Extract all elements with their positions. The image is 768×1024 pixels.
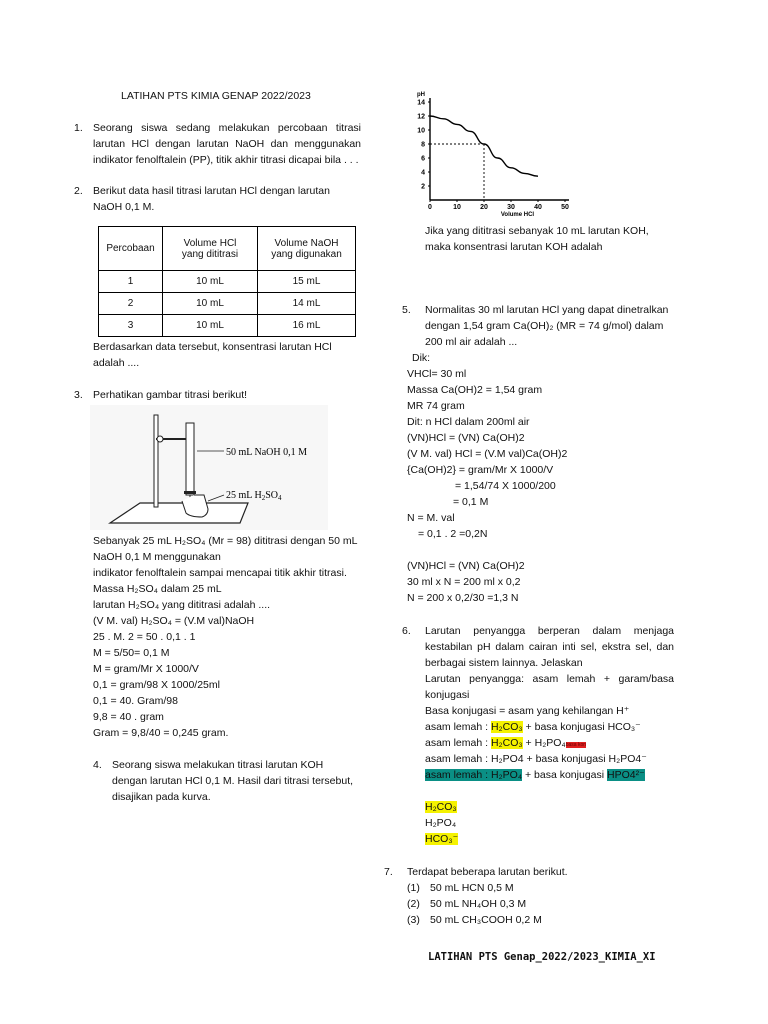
q7-text: Terdapat beberapa larutan berikut.: [407, 866, 568, 878]
q5-number: 5.: [402, 304, 411, 316]
q3-line: indikator fenolftalein sampai mencapai titik akhir titrasi.: [93, 567, 347, 579]
q5-work: N = M. val: [407, 512, 455, 524]
q7-item-number: (2): [407, 898, 420, 910]
table-row: [99, 271, 356, 293]
titration-table: [98, 226, 356, 337]
x-axis-label: Volume HCl: [500, 212, 535, 218]
q4-line: disajikan pada kurva.: [112, 791, 211, 803]
highlight: H₂CO₃: [490, 721, 523, 733]
titration-curve-chart: [410, 88, 580, 220]
q4-line: dengan larutan HCl 0,1 M. Hasil dari titrasi tersebut,: [112, 775, 354, 787]
table-cell: 3: [99, 315, 163, 337]
table-cell: 15 mL: [258, 271, 356, 293]
q5-work: = 0,1 M: [453, 496, 489, 508]
q5-work: {Ca(OH)2} = gram/Mr X 1000/V: [407, 464, 554, 476]
page-title: LATIHAN PTS KIMIA GENAP 2022/2023: [121, 90, 311, 102]
q5-work: (VN)HCl = (VN) Ca(OH)2: [407, 432, 525, 444]
table-cell: 14 mL: [258, 293, 356, 315]
x-tick-label: 30: [507, 204, 515, 211]
q5-work: N = 200 x 0,2/30 =1,3 N: [407, 592, 519, 604]
table-cell: 16 mL: [258, 315, 356, 337]
q5-work: (V M. val) HCl = (V.M val)Ca(OH)2: [407, 448, 568, 460]
q6-acid-line: asam lemah : H₂CO₃ + H₂PO₄basa kon: [425, 737, 587, 749]
x-tick-label: 50: [561, 204, 569, 211]
table-row: [99, 293, 356, 315]
teal-highlight: HPO4²⁻: [607, 769, 645, 781]
q7-number: 7.: [384, 866, 393, 878]
q6-acid-line: asam lemah : H₂PO₄ + basa konjugasi HPO4²⁻: [425, 769, 645, 781]
q3-line: Gram = 9,8/40 = 0,245 gram.: [93, 727, 229, 739]
q4-after: Jika yang dititrasi sebanyak 10 mL larutan KOH,: [425, 225, 649, 237]
q3-line: (V M. val) H₂SO₄ = (V.M val)NaOH: [93, 615, 255, 627]
q1-line: indikator fenolftalein (PP), titik akhir titrasi dicapai bila . . .: [93, 154, 359, 166]
q1-number: 1.: [74, 122, 83, 134]
series-line-ph: [430, 116, 538, 176]
q1-line: Seorang siswa sedang melakukan percobaan titrasi: [93, 122, 361, 134]
x-tick-label: 40: [534, 204, 542, 211]
q5-work: (VN)HCl = (VN) Ca(OH)2: [407, 560, 525, 572]
q3-line: M = 5/50= 0,1 M: [93, 647, 170, 659]
y-tick-label: 6: [421, 155, 425, 163]
table-cell: 10 mL: [163, 293, 258, 315]
q3-line: Sebanyak 25 mL H₂SO₄ (Mr = 98) dititrasi dengan 50 mL: [93, 535, 358, 547]
q3-line: 0,1 = 40. Gram/98: [93, 695, 178, 707]
table-cell: 10 mL: [163, 315, 258, 337]
table-header: Volume HCl yang dititrasi: [163, 227, 258, 271]
q5-work: Dik:: [412, 352, 431, 364]
q7-item: 50 mL CH₃COOH 0,2 M: [430, 914, 542, 926]
table-cell: 1: [99, 271, 163, 293]
q3-number: 3.: [74, 389, 83, 401]
figure-label-h2so4: 25 mL $H_2SO_4$: [226, 490, 282, 502]
q6-line: berbagai sistem lainnya. Jelaskan: [425, 657, 583, 669]
table-row: [99, 315, 356, 337]
y-tick-label: 4: [421, 169, 425, 177]
q5-work: Dit: n HCl dalam 200ml air: [407, 416, 530, 428]
q2-line: NaOH 0,1 M.: [93, 201, 155, 213]
q6-list-item: H₂CO₃: [425, 801, 457, 813]
x-tick-label: 10: [453, 204, 461, 211]
table-header: Volume NaOH yang digunakan: [258, 227, 356, 271]
y-tick-label: 10: [417, 127, 425, 135]
table-cell: 10 mL: [163, 271, 258, 293]
q6-answer: Basa konjugasi = asam yang kehilangan H⁺: [425, 705, 630, 717]
x-tick-label: 20: [480, 204, 488, 211]
q6-line: Larutan penyangga berperan dalam menjaga: [425, 625, 674, 637]
q7-item: 50 mL NH₄OH 0,3 M: [430, 898, 527, 910]
q4-number: 4.: [93, 759, 102, 771]
q6-number: 6.: [402, 625, 411, 637]
q2-after: Berdasarkan data tersebut, konsentrasi larutan HCl: [93, 341, 332, 353]
q3-line: 9,8 = 40 . gram: [93, 711, 164, 723]
q5-line: dengan 1,54 gram Ca(OH)₂ (MR = 74 g/mol) dalam: [425, 320, 664, 332]
page-footer: LATIHAN PTS Genap_2022/2023_KIMIA_XI: [428, 951, 656, 963]
q5-work: 30 ml x N = 200 ml x 0,2: [407, 576, 521, 588]
table-cell: 2: [99, 293, 163, 315]
q5-line: 200 ml air adalah ...: [425, 336, 518, 348]
q6-acid-line: asam lemah : H₂PO4 + basa konjugasi H₂PO4⁻: [425, 753, 647, 765]
q5-work: = 1,54/74 X 1000/200: [455, 480, 556, 492]
q3-line: M = gram/Mr X 1000/V: [93, 663, 199, 675]
q6-list-item: HCO₃⁻: [425, 833, 459, 845]
titration-apparatus-figure: [90, 405, 328, 530]
q3-line: larutan H₂SO₄ yang dititrasi adalah ....: [93, 599, 271, 611]
q7-item-number: (3): [407, 914, 420, 926]
figure-label-naoh: 50 mL NaOH 0,1 M: [226, 447, 308, 458]
q4-after: maka konsentrasi larutan KOH adalah: [425, 241, 603, 253]
q6-answer: konjugasi: [425, 689, 470, 701]
y-tick-label: 14: [417, 99, 425, 107]
q7-item: 50 mL HCN 0,5 M: [430, 882, 514, 894]
q3-line: 0,1 = gram/98 X 1000/25ml: [93, 679, 220, 691]
x-tick-label: 0: [428, 204, 432, 211]
q5-line: Normalitas 30 ml larutan HCl yang dapat dinetralkan: [425, 304, 669, 316]
y-tick-label: 12: [417, 113, 425, 121]
q5-work: Massa Ca(OH)2 = 1,54 gram: [407, 384, 543, 396]
q7-item-number: (1): [407, 882, 420, 894]
q1-line: larutan HCl dengan larutan NaOH dan menggunakan: [93, 138, 361, 150]
table-header: Percobaan: [99, 227, 163, 271]
q2-after: adalah ....: [93, 357, 140, 369]
q5-work: MR 74 gram: [407, 400, 465, 412]
q3-line: 25 . M. 2 = 50 . 0,1 . 1: [93, 631, 196, 643]
q3-line: NaOH 0,1 M menggunakan: [93, 551, 221, 563]
table-header-row: [99, 227, 356, 271]
q2-number: 2.: [74, 185, 83, 197]
teal-highlight: asam lemah : H₂PO₄: [425, 769, 523, 781]
q5-work: = 0,1 . 2 =0,2N: [418, 528, 488, 540]
red-highlight-tag: basa kon: [565, 742, 587, 748]
q6-list-item: H₂PO₄: [425, 817, 457, 829]
q3-line: Massa H₂SO₄ dalam 25 mL: [93, 583, 222, 595]
q6-answer: Larutan penyangga: asam lemah + garam/basa: [425, 673, 674, 685]
highlight: H₂CO₃: [490, 737, 523, 749]
y-axis-label: pH: [417, 92, 425, 98]
y-tick-label: 8: [421, 141, 425, 149]
q2-line: Berikut data hasil titrasi larutan HCl dengan larutan: [93, 185, 330, 197]
y-tick-label: 2: [421, 183, 425, 191]
q5-work: VHCl= 30 ml: [407, 368, 467, 380]
q6-acid-line: asam lemah : H₂CO₃ + basa konjugasi HCO₃⁻: [425, 721, 641, 733]
q6-line: kestabilan pH dalam cairan inti sel, ekstra sel, dan: [425, 641, 674, 653]
q3-text: Perhatikan gambar titrasi berikut!: [93, 389, 248, 401]
q4-line: Seorang siswa melakukan titrasi larutan KOH: [112, 759, 324, 771]
